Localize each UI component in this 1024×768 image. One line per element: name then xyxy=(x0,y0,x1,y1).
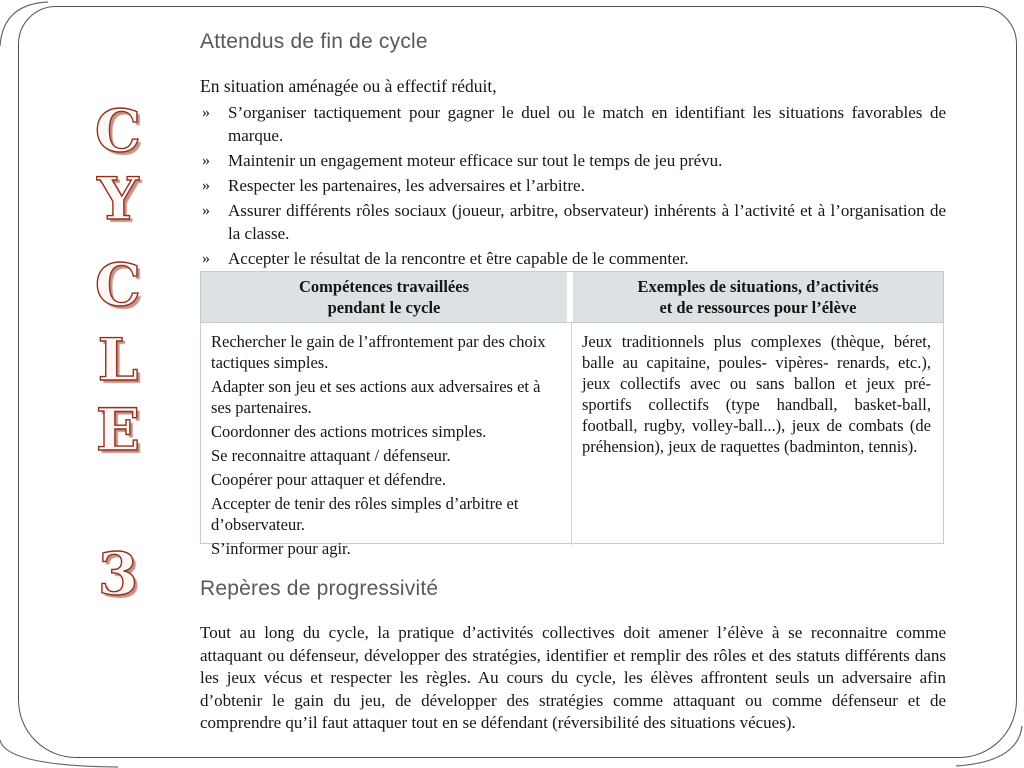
bullet-text: Maintenir un engagement moteur efficace sur tout le temps de jeu prévu. xyxy=(228,151,723,170)
bullet-item xyxy=(200,247,946,270)
bullet-marker-icon: » xyxy=(202,177,210,194)
table-cell-exemples xyxy=(572,323,943,545)
header-line: et de ressources pour l’élève xyxy=(659,298,857,317)
cycle-number-3: 3 xyxy=(97,540,139,608)
bullet-marker-icon: » xyxy=(202,250,210,267)
bullet-text: Respecter les partenaires, les adversaires et l’arbitre. xyxy=(228,176,585,195)
bullet-marker-icon: » xyxy=(202,202,210,219)
bullet-marker-icon: » xyxy=(202,152,210,169)
bullet-marker-icon: » xyxy=(202,104,210,121)
bullet-text: S’organiser tactiquement pour gagner le duel ou le match en identifiant les situations favorables de marque. xyxy=(228,103,946,145)
cycle-letter-c1: C xyxy=(94,97,142,165)
table-header-row xyxy=(201,272,943,323)
reperes-paragraph: Tout au long du cycle, la pratique d’activités collectives doit amener l’élève à se reconnaitre comme attaquant ou défenseur, développer des stratégies, identifier et remplir des rôles et des statuts différents dans les jeux vécus et respecter les règles. Au cours du cycle, les élèves affrontent seuls un adversaire afin d’obtenir le gain du jeu, de développer des stratégies comme attaquant ou comme défenseur et de comprendre qu’il faut attaquer tout en se défendant (réversibilité des situations vécues). xyxy=(200,623,946,732)
attendus-bullet-list xyxy=(200,101,946,272)
table-header-competences xyxy=(201,272,567,322)
bullet-text: Assurer différents rôles sociaux (joueur, arbitre, observateur) inhérents à l’activité et à l’organisation de la classe. xyxy=(228,201,946,243)
header-line: pendant le cycle xyxy=(327,298,441,317)
bullet-item xyxy=(200,199,946,245)
cycle-letter-l: L xyxy=(97,326,139,394)
cycle-letter-e: E xyxy=(95,396,141,464)
table-body-row xyxy=(201,323,943,558)
bullet-item xyxy=(200,174,946,197)
competence-item: S’informer pour agir. xyxy=(211,539,351,558)
reperes-heading: Repères de progressivité xyxy=(200,577,439,600)
competence-item: Coordonner des actions motrices simples. xyxy=(211,422,487,441)
bullet-text: Accepter le résultat de la rencontre et être capable de le commenter. xyxy=(228,249,689,268)
attendus-intro: En situation aménagée ou à effectif réduit, xyxy=(200,76,497,96)
competence-item: Accepter de tenir des rôles simples d’arbitre et d’observateur. xyxy=(211,494,519,534)
bullet-item xyxy=(200,149,946,172)
competence-item: Rechercher le gain de l’affrontement par des choix tactiques simples. xyxy=(211,332,546,372)
competences-table xyxy=(200,271,944,558)
table-header-exemples xyxy=(573,272,943,322)
slide-content xyxy=(200,0,946,768)
header-line: Compétences travaillées xyxy=(299,277,469,296)
table-cell-competences xyxy=(201,323,572,558)
exemples-text: Jeux traditionnels plus complexes (thèque, béret, balle au capitaine, poules- vipères- renards, etc.), jeux collectifs avec ou sans ballon et jeux pré-sportifs collectifs (type handball, basket-ball, football, rugby, volley-ball...), jeux de combats (de préhension), jeux de raquettes (badminton, tennis). xyxy=(582,332,931,456)
attendus-heading: Attendus de fin de cycle xyxy=(200,30,428,53)
cycle-letter-y: Y xyxy=(97,165,139,233)
header-line: Exemples de situations, d’activités xyxy=(637,277,879,296)
competence-item: Adapter son jeu et ses actions aux adversaires et à ses partenaires. xyxy=(211,377,541,417)
competence-item: Se reconnaitre attaquant / défenseur. xyxy=(211,446,451,465)
competence-item: Coopérer pour attaquer et défendre. xyxy=(211,470,447,489)
bullet-item xyxy=(200,101,946,147)
cycle-letter-c2: C xyxy=(94,251,142,319)
